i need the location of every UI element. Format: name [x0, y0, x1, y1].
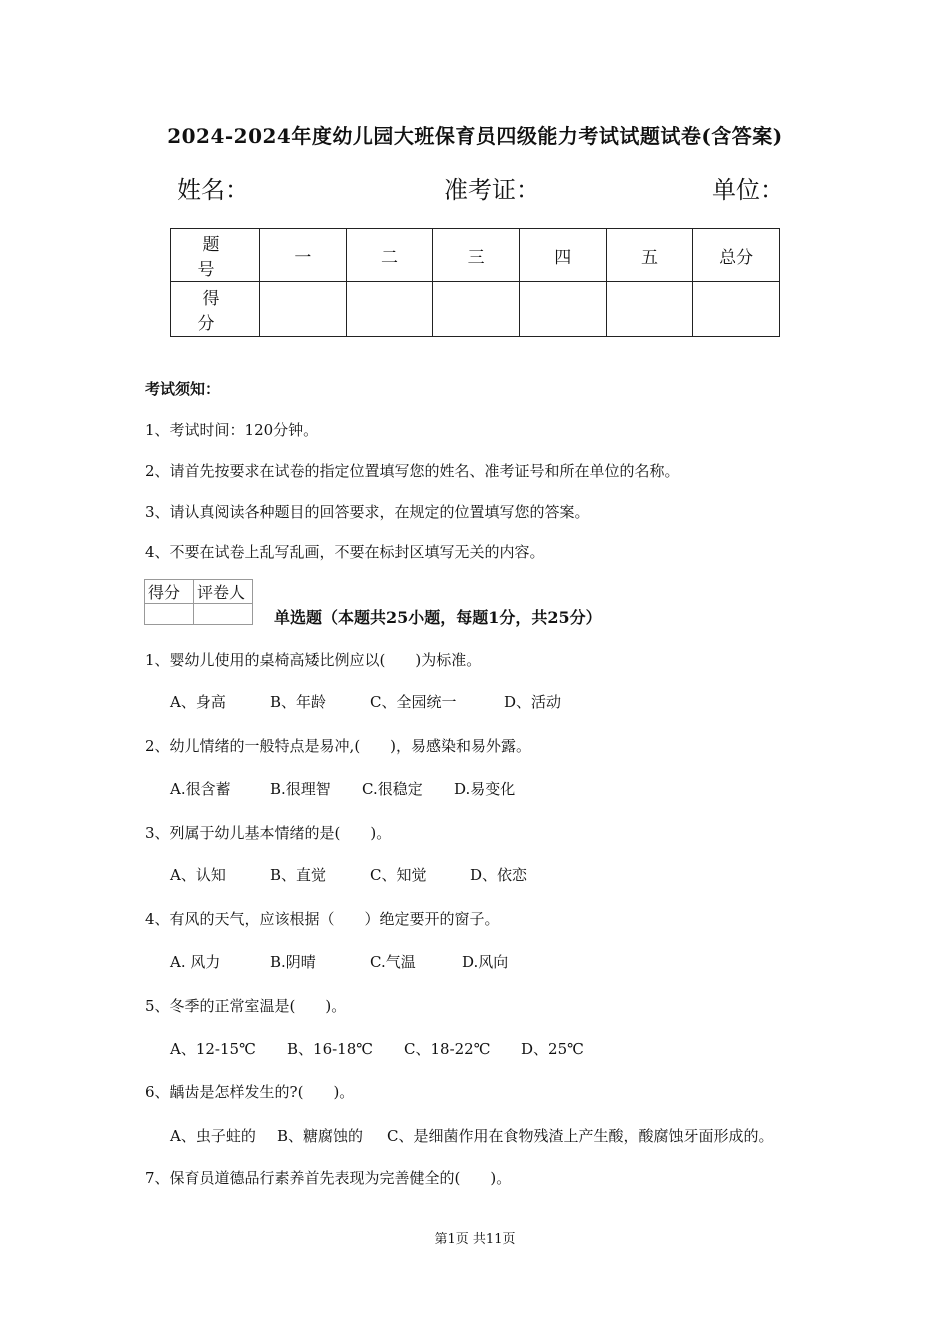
notice-item: 4、不要在试卷上乱写乱画，不要在标封区填写无关的内容。: [145, 543, 545, 561]
option-c[interactable]: C.很稳定: [362, 780, 423, 798]
question-text: 3、列属于幼儿基本情绪的是( )。: [145, 824, 392, 842]
option-b[interactable]: B、直觉: [270, 866, 327, 884]
option-c[interactable]: C、知觉: [370, 866, 427, 884]
option-b[interactable]: B、糖腐蚀的: [277, 1127, 364, 1145]
option-b[interactable]: B.很理智: [270, 780, 331, 798]
question-text: 2、幼儿情绪的一般特点是易冲,( )，易感染和易外露。: [145, 737, 532, 755]
option-c[interactable]: C、18-22℃: [404, 1040, 491, 1058]
section-5-header: 五: [606, 229, 693, 282]
score-table: [170, 228, 780, 337]
score-cell[interactable]: [433, 282, 520, 337]
option-d[interactable]: D、25℃: [521, 1040, 584, 1058]
option-a[interactable]: A、12-15℃: [170, 1040, 256, 1058]
score-value-row: [171, 282, 780, 337]
option-a[interactable]: A、虫子蛀的: [170, 1127, 256, 1145]
grader-score-cell[interactable]: [145, 604, 194, 625]
option-d[interactable]: D、依恋: [470, 866, 528, 884]
grader-reviewer-cell[interactable]: [194, 604, 253, 625]
page-footer: 第1页 共11页: [434, 1232, 516, 1247]
grader-score-label: 得分: [145, 580, 194, 604]
option-a[interactable]: A、认知: [170, 866, 226, 884]
grader-box: [144, 579, 253, 625]
section-2-header: 二: [346, 229, 433, 282]
name-label: 姓名：: [177, 176, 249, 204]
score-cell[interactable]: [519, 282, 606, 337]
notice-item: 2、请首先按要求在试卷的指定位置填写您的姓名、准考证号和所在单位的名称。: [145, 462, 680, 480]
option-c[interactable]: C、全园统一: [370, 693, 457, 711]
question-text: 4、有风的天气，应该根据（ ）绝定要开的窗子。: [145, 910, 500, 928]
section-title: 单选题（本题共25小题，每题1分，共25分）: [274, 608, 602, 627]
grader-reviewer-label: 评卷人: [194, 580, 253, 604]
score-label: 得 分: [171, 282, 260, 337]
section-1-header: 一: [260, 229, 347, 282]
question-text: 6、龋齿是怎样发生的?( )。: [145, 1083, 355, 1101]
option-c[interactable]: C、是细菌作用在食物残渣上产生酸，酸腐蚀牙面形成的。: [387, 1127, 774, 1145]
option-b[interactable]: B、年龄: [270, 693, 327, 711]
option-a[interactable]: A.很含蓄: [170, 780, 231, 798]
unit-label: 单位：: [712, 176, 784, 204]
option-b[interactable]: B.阴晴: [270, 953, 316, 971]
option-a[interactable]: A. 风力: [170, 953, 221, 971]
option-d[interactable]: D.易变化: [454, 780, 516, 798]
question-text: 5、冬季的正常室温是( )。: [145, 997, 347, 1015]
section-4-header: 四: [519, 229, 606, 282]
notice-item: 3、请认真阅读各种题目的回答要求，在规定的位置填写您的答案。: [145, 503, 590, 521]
option-c[interactable]: C.气温: [370, 953, 416, 971]
score-cell[interactable]: [693, 282, 780, 337]
score-cell[interactable]: [346, 282, 433, 337]
score-cell[interactable]: [606, 282, 693, 337]
question-number-label: 题 号: [171, 229, 260, 282]
option-d[interactable]: D、活动: [504, 693, 562, 711]
question-text: 1、婴幼儿使用的桌椅高矮比例应以( )为标准。: [145, 651, 482, 669]
section-3-header: 三: [433, 229, 520, 282]
notice-title: 考试须知：: [145, 380, 221, 398]
exam-title: 2024-2024年度幼儿园大班保育员四级能力考试试题试卷(含答案): [167, 124, 783, 148]
notice-item: 1、考试时间：120分钟。: [145, 421, 319, 439]
option-a[interactable]: A、身高: [170, 693, 226, 711]
ticket-label: 准考证：: [444, 176, 540, 204]
total-header: 总分: [693, 229, 780, 282]
option-d[interactable]: D.风向: [462, 953, 509, 971]
option-b[interactable]: B、16-18℃: [287, 1040, 374, 1058]
question-text: 7、保育员道德品行素养首先表现为完善健全的( )。: [145, 1169, 512, 1187]
score-header-row: [171, 229, 780, 282]
